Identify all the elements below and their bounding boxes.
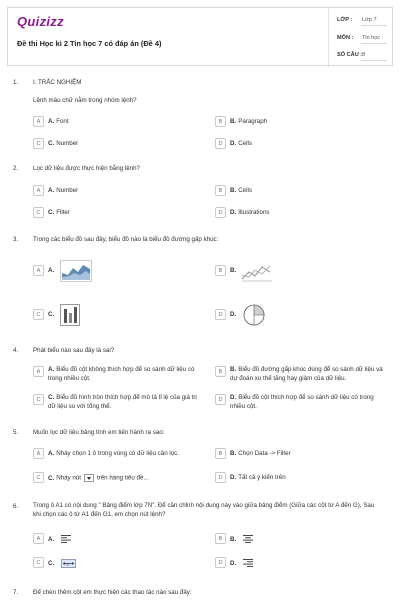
area-chart-thumbnail: [60, 260, 92, 282]
divider: [361, 60, 387, 61]
quizizz-logo: Quizizz: [17, 14, 64, 29]
meta-class: LỚP : Lớp 7: [337, 17, 377, 23]
pie-chart-thumbnail: [242, 304, 266, 326]
worksheet-meta: [328, 8, 394, 67]
align-center-icon: [243, 535, 253, 543]
question-number: 4.: [13, 347, 19, 354]
question-text: Muốn lọc dữ liệu bảng tính em tiến hành ra sao:: [33, 429, 165, 436]
divider: [361, 43, 387, 44]
worksheet-header: [7, 7, 393, 66]
question-number: 5.: [13, 429, 19, 436]
dropdown-arrow-icon: [84, 474, 94, 482]
merge-center-icon: [61, 559, 76, 568]
worksheet-page: Quizizz Đề thi Học kì 2 Tin học 7 có đáp án (Đề 4) LỚP : Lớp 7 MÔN : Tin học SỐ CÂU :8 1. I. TRẮC NGHIỆM Lệnh màu chữ nằm trong nhóm lệnh? A A. Font B B. Paragraph C C. Number D D. Cells 2. Lọc dữ liệu được thực hiện bằng lệnh? A A. Number B B. Cells C C. Filter D D. Illustrations 3. Trong các biểu đồ sau đây, biểu đồ nào là biểu đồ đường gấp khúc: A A. B B. C C. D D. 4. Phát biểu nào sau đây là sai? A A. Biểu đồ cột không thích hợp để so sánh dữ liệu có trong nhiều cột. B B. Biểu đồ đường gấp khúc dùng để so sánh dữ liệu và dự đoán xu thế tăng hay giảm của dữ liệu. C C. Biểu đồ hình tròn thích hợp để mô tả tỉ lệ của giá trị dữ liệu so với tổng thể. D D. Biểu đồ cột thích hợp để so sánh dữ liệu có trong nhiều cột. 5. Muốn lọc dữ liệu bảng tính em tiến hành ra sao: A A. Nháy chọn 1 ô trong vùng có dữ liệu cần lọc. B B. Chọn Data -> Filter C C. Nháy nút trên hàng tiêu đề... D D. Tất cả ý kiến trên 6. Trong ô A1 có nội dung " Bảng điểm lớp 7N". Để căn chỉnh nội dung này vào giữa bảng điểm (Giữa các cột từ A đến G), Sau khi chọn các ô từ A1 đến G1, em chọn nút lệnh? A A. B B. C C. a D D. 7. Để chèn thêm cột em thực hiện các thao tác nào sau đây:: [0, 0, 400, 600]
question-number: 2.: [13, 165, 19, 172]
question-text: Trong các biểu đồ sau đây, biểu đồ nào là biểu đồ đường gấp khúc:: [33, 236, 219, 243]
bar-chart-thumbnail: [60, 304, 80, 326]
align-left-icon: [61, 535, 71, 543]
meta-subject: MÔN : Tin học: [337, 35, 381, 41]
question-text: Phát biểu nào sau đây là sai?: [33, 347, 115, 354]
question-number: 1.: [13, 79, 19, 86]
meta-question-count: SỐ CÂU :8: [337, 52, 366, 58]
question-number: 6.: [13, 503, 19, 510]
question-number: 7.: [13, 589, 19, 596]
align-right-icon: [243, 559, 253, 567]
worksheet-title: Đề thi Học kì 2 Tin học 7 có đáp án (Đề 4): [17, 39, 162, 48]
divider: [361, 25, 387, 26]
svg-text:a: a: [66, 561, 69, 567]
line-chart-thumbnail: [241, 260, 273, 282]
question-text: Để chèn thêm cột em thực hiện các thao tác nào sau đây:: [33, 589, 192, 596]
section-title: I. TRẮC NGHIỆM: [33, 79, 82, 86]
question-number: 3.: [13, 236, 19, 243]
question-text: Lệnh màu chữ nằm trong nhóm lệnh?: [33, 97, 137, 104]
question-text: Trong ô A1 có nội dung " Bảng điểm lớp 7N". Để căn chỉnh nội dung này vào giữa bảng điểm (Giữa các cột từ A đến G), Sau khi chọn các ô từ A1 đến G1, em chọn nút lệnh?: [33, 502, 375, 518]
question-text: Lọc dữ liệu được thực hiện bằng lệnh?: [33, 165, 140, 172]
